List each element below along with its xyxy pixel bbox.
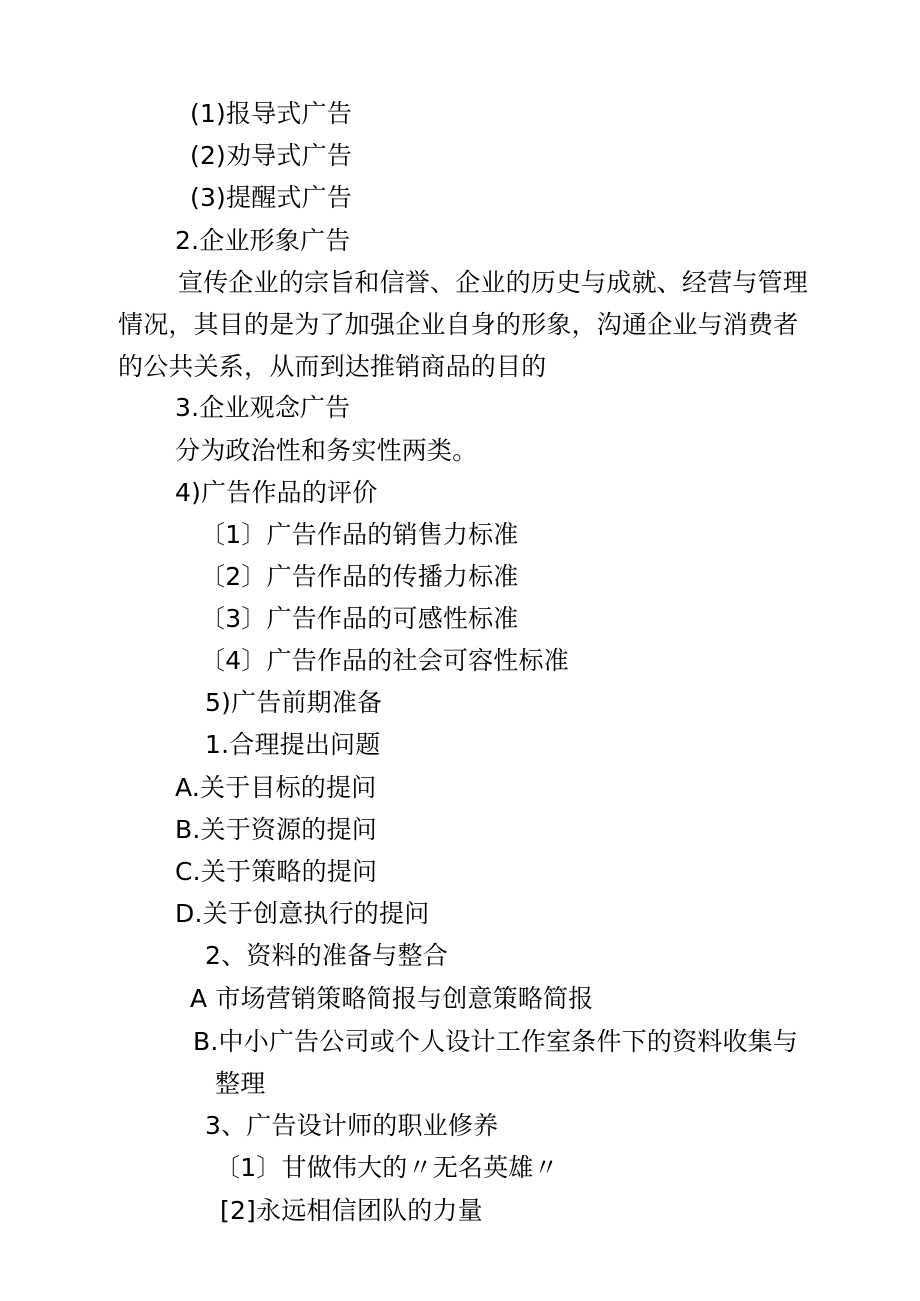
list-item: D.关于创意执行的提问	[175, 899, 430, 928]
list-item: (1)报导式广告	[190, 99, 353, 128]
list-item: A 市场营销策略简报与创意策略简报	[190, 984, 594, 1013]
list-item: 〔4〕广告作品的社会可容性标准	[200, 646, 569, 675]
list-item: A.关于目标的提问	[175, 773, 377, 802]
list-item: 〔1〕广告作品的销售力标准	[200, 520, 519, 549]
list-item: (2)劝导式广告	[190, 141, 353, 170]
section-heading: 4)广告作品的评价	[175, 478, 378, 507]
list-item: 〔3〕广告作品的可感性标准	[200, 604, 519, 633]
list-item: 〔2〕广告作品的传播力标准	[200, 562, 519, 591]
list-item: 整理	[215, 1069, 266, 1098]
paragraph-line: 的公共关系，从而到达推销商品的目的	[118, 352, 547, 381]
list-item: [2]永远相信团队的力量	[220, 1196, 483, 1225]
section-heading: 2、资料的准备与整合	[205, 941, 448, 970]
section-heading: 3、广告设计师的职业修养	[205, 1111, 499, 1140]
list-item: B.关于资源的提问	[175, 815, 377, 844]
section-heading: 3.企业观念广告	[175, 393, 351, 422]
list-item: (3)提醒式广告	[190, 183, 353, 212]
paragraph-line: 分为政治性和务实性两类。	[175, 436, 478, 465]
paragraph-line: 宣传企业的宗旨和信誉、企业的历史与成就、经营与管理	[178, 268, 809, 297]
section-heading: 1.合理提出问题	[205, 730, 381, 759]
list-item: 〔1〕甘做伟大的〃无名英雄〃	[215, 1153, 559, 1182]
list-item: B.中小广告公司或个人设计工作室条件下的资料收集与	[193, 1027, 799, 1056]
section-heading: 2.企业形象广告	[175, 226, 351, 255]
paragraph-line: 情况，其目的是为了加强企业自身的形象，沟通企业与消费者	[118, 310, 799, 339]
list-item: C.关于策略的提问	[175, 857, 378, 886]
section-heading: 5)广告前期准备	[205, 688, 383, 717]
